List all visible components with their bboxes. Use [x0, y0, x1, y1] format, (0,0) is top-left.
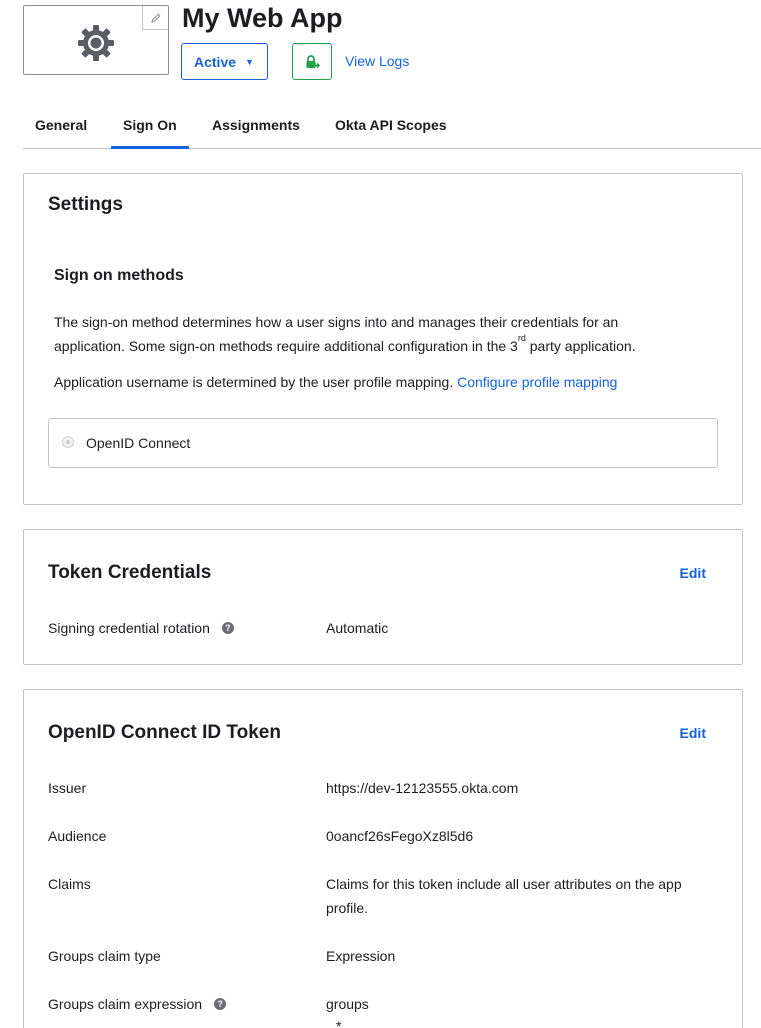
- groups-claim-expression-wildcard: *: [336, 1018, 342, 1028]
- signing-rotation-label: [48, 618, 234, 638]
- audience-value: 0oancf26sFegoXz8l5d6: [326, 828, 474, 844]
- sign-on-methods-title: Sign on methods: [54, 267, 184, 284]
- view-logs-link[interactable]: View Logs: [345, 53, 410, 69]
- token-credentials-card: [23, 529, 743, 665]
- oidc-id-token-title: OpenID Connect ID Token: [48, 722, 281, 743]
- gear-icon: [77, 24, 115, 62]
- sign-on-method-option: [48, 418, 718, 468]
- configure-profile-mapping-link[interactable]: Configure profile mapping: [457, 374, 618, 390]
- push-groups-button[interactable]: [292, 43, 332, 80]
- groups-claim-expression-label: [48, 994, 226, 1014]
- description-line-1: The sign-on method determines how a user signs into and manages their credentials for an: [54, 314, 619, 330]
- signing-rotation-label-text: Signing credential rotation: [48, 620, 210, 636]
- description-line-2-end: party application.: [525, 338, 636, 354]
- token-credentials-edit-button[interactable]: Edit: [679, 565, 706, 581]
- tab-sign-on[interactable]: Sign On: [111, 107, 189, 149]
- tab-bar: [23, 107, 761, 149]
- lock-arrow-icon: [304, 54, 320, 70]
- audience-label: Audience: [48, 828, 107, 844]
- profile-mapping-label: Application username is determined by the user profile mapping.: [54, 374, 458, 390]
- sign-on-description: [54, 310, 714, 358]
- app-logo: [23, 5, 169, 75]
- settings-title: Settings: [48, 194, 123, 215]
- oidc-id-token-card: [23, 689, 743, 1028]
- tab-general[interactable]: General: [35, 117, 88, 133]
- edit-logo-button[interactable]: [142, 6, 168, 30]
- token-credentials-title: Token Credentials: [48, 562, 212, 583]
- signing-rotation-value: Automatic: [326, 620, 389, 636]
- claims-label: Claims: [48, 876, 91, 892]
- issuer-value: https://dev-12123555.okta.com: [326, 780, 519, 796]
- help-icon[interactable]: ?: [214, 998, 226, 1010]
- groups-claim-type-value: Expression: [326, 948, 396, 964]
- oidc-id-token-edit-button[interactable]: Edit: [679, 725, 706, 741]
- description-line-2: application. Some sign-on methods require additional configuration in the 3: [54, 338, 518, 354]
- tab-assignments[interactable]: Assignments: [212, 117, 300, 133]
- issuer-label: Issuer: [48, 780, 87, 796]
- groups-claim-type-label: Groups claim type: [48, 948, 161, 964]
- openid-connect-radio[interactable]: [62, 436, 74, 448]
- openid-connect-label: OpenID Connect: [86, 435, 191, 451]
- status-label: Active: [194, 53, 237, 70]
- claims-value: Claims for this token include all user attributes on the app profile.: [326, 876, 682, 916]
- groups-claim-expression-value: groups: [326, 996, 369, 1012]
- help-icon[interactable]: ?: [222, 622, 234, 634]
- app-title: My Web App: [182, 3, 343, 33]
- status-dropdown-button[interactable]: [181, 43, 268, 80]
- description-superscript: rd: [517, 333, 526, 344]
- settings-card: [23, 173, 743, 505]
- caret-down-icon: ▼: [245, 57, 254, 67]
- profile-mapping-text: [54, 370, 714, 394]
- groups-claim-expression-label-text: Groups claim expression: [48, 996, 203, 1012]
- pencil-icon: [150, 12, 162, 24]
- tab-okta-api-scopes[interactable]: Okta API Scopes: [335, 117, 447, 133]
